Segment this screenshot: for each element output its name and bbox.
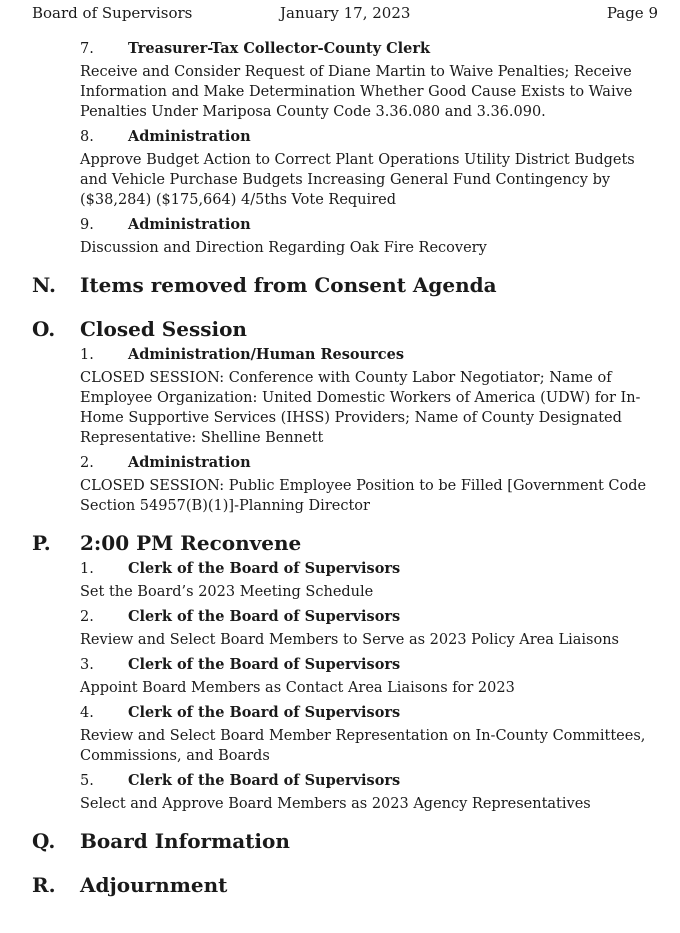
agenda-item-description: Approve Budget Action to Correct Plant Operations Utility District Budgets and Vehicle Purchase Budgets Increasing General Fund Contingency by ($38,284) ($175,664) 4/5ths Vote Required xyxy=(80,152,635,208)
agenda-item-description: Appoint Board Members as Contact Area Liaisons for 2023 xyxy=(80,680,515,696)
section-heading xyxy=(32,270,662,300)
agenda-item xyxy=(32,702,662,766)
agenda-item xyxy=(32,126,662,210)
agenda-item-heading xyxy=(80,770,662,792)
agenda-item-department: Administration/Human Resources xyxy=(128,346,404,363)
section-title: Closed Session xyxy=(80,317,247,341)
header-date: January 17, 2023 xyxy=(280,4,411,22)
agenda-item-heading xyxy=(80,654,662,676)
section-title: 2:00 PM Reconvene xyxy=(80,531,302,555)
agenda-item-department: Treasurer-Tax Collector-County Clerk xyxy=(128,40,431,57)
section-heading xyxy=(32,826,662,856)
agenda-item-number: 1. xyxy=(80,561,94,577)
agenda-item xyxy=(32,344,662,448)
agenda-item-heading xyxy=(80,702,662,724)
agenda-item-number: 8. xyxy=(80,129,94,145)
header-page-number: Page 9 xyxy=(606,4,658,22)
agenda-item-number: 1. xyxy=(80,347,94,363)
agenda-item-department: Clerk of the Board of Supervisors xyxy=(128,772,401,789)
agenda-item-heading xyxy=(80,126,662,148)
agenda-item-number: 2. xyxy=(80,455,94,471)
agenda-item-description: CLOSED SESSION: Conference with County Labor Negotiator; Name of Employee Organization: United Domestic Workers of America (UDW) for In-Home Supportive Services (IHSS) Providers; Name of County Designated Representative: Shelline Bennett xyxy=(80,370,641,446)
agenda-item-heading xyxy=(80,214,662,236)
agenda-item-description: CLOSED SESSION: Public Employee Position to be Filled [Government Code Section 54957(B)(1)]-Planning Director xyxy=(80,478,647,514)
section-letter: O. xyxy=(32,317,56,341)
agenda-content xyxy=(32,38,662,900)
agenda-item-heading xyxy=(80,452,662,474)
agenda-item-heading xyxy=(80,344,662,366)
agenda-item-number: 5. xyxy=(80,773,94,789)
agenda-item xyxy=(32,214,662,258)
agenda-item-number: 4. xyxy=(80,705,94,721)
agenda-item-description: Receive and Consider Request of Diane Martin to Waive Penalties; Receive Information and Make Determination Whether Good Cause Exists to Waive Penalties Under Mariposa County Code 3.36.080 and 3.36.090. xyxy=(80,64,633,120)
section-letter: P. xyxy=(32,531,51,555)
agenda-item xyxy=(32,606,662,650)
section-title: Adjournment xyxy=(80,873,228,897)
agenda-item-department: Administration xyxy=(128,128,251,145)
section-letter: N. xyxy=(32,273,56,297)
section-heading xyxy=(32,528,662,558)
section-title: Board Information xyxy=(80,829,290,853)
agenda-item-number: 3. xyxy=(80,657,94,673)
agenda-item xyxy=(32,654,662,698)
agenda-item-description: Set the Board’s 2023 Meeting Schedule xyxy=(80,584,374,600)
agenda-item-department: Administration xyxy=(128,454,251,471)
agenda-item-heading xyxy=(80,38,662,60)
agenda-item-number: 7. xyxy=(80,41,94,57)
agenda-item-department: Clerk of the Board of Supervisors xyxy=(128,608,401,625)
agenda-item-heading xyxy=(80,558,662,580)
header-board-name: Board of Supervisors xyxy=(32,4,193,22)
agenda-item-number: 9. xyxy=(80,217,94,233)
agenda-item-description: Review and Select Board Members to Serve as 2023 Policy Area Liaisons xyxy=(80,632,619,648)
agenda-item-department: Administration xyxy=(128,216,251,233)
agenda-item xyxy=(32,452,662,516)
agenda-item-description: Discussion and Direction Regarding Oak Fire Recovery xyxy=(80,240,487,256)
agenda-item-number: 2. xyxy=(80,609,94,625)
page-header xyxy=(32,4,658,24)
agenda-item-heading xyxy=(80,606,662,628)
section-heading xyxy=(32,314,662,344)
agenda-item-description: Select and Approve Board Members as 2023 Agency Representatives xyxy=(80,796,591,812)
agenda-item xyxy=(32,38,662,122)
section-heading xyxy=(32,870,662,900)
agenda-item-department: Clerk of the Board of Supervisors xyxy=(128,656,401,673)
agenda-item-description: Review and Select Board Member Representation on In-County Committees, Commissions, and Boards xyxy=(80,728,646,764)
section-title: Items removed from Consent Agenda xyxy=(80,273,497,297)
section-letter: Q. xyxy=(32,829,56,853)
agenda-item xyxy=(32,770,662,814)
agenda-item xyxy=(32,558,662,602)
agenda-item-department: Clerk of the Board of Supervisors xyxy=(128,704,401,721)
section-letter: R. xyxy=(32,873,56,897)
agenda-item-department: Clerk of the Board of Supervisors xyxy=(128,560,401,577)
